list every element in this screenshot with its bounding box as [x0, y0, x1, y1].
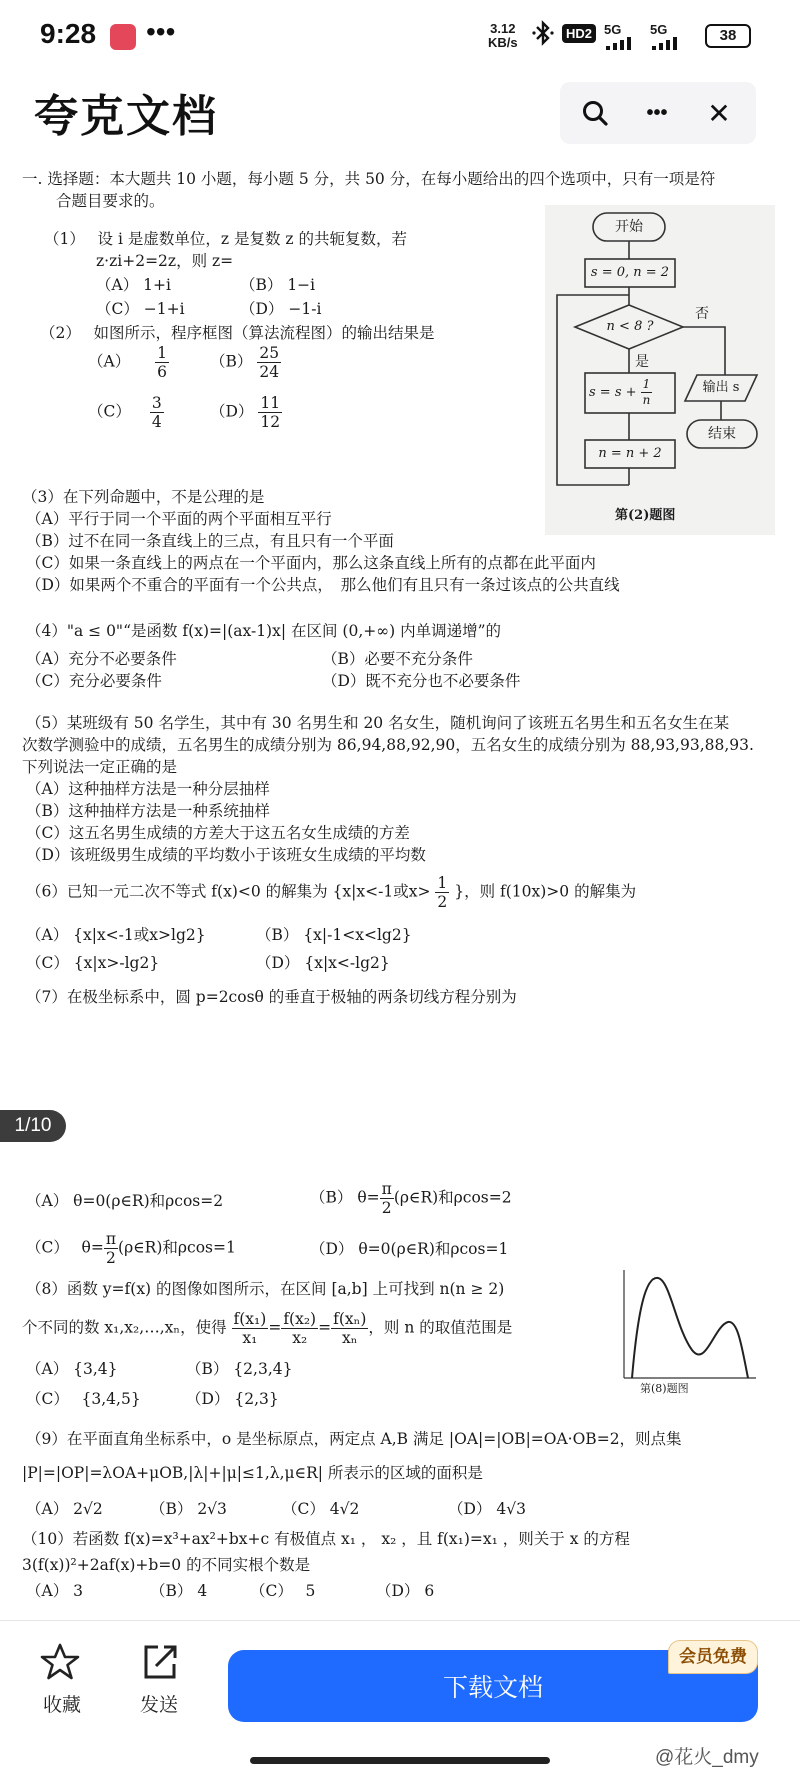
q5-option-d: （D）该班级男生成绩的平均数小于该班女生成绩的平均数: [26, 846, 426, 864]
status-time: 9:28: [40, 18, 97, 49]
q6-stem: （6）已知一元二次不等式 f(x)<0 的解集为 {x|x<-1或x> $\frac{1}{2}$ }，则 f(10x)>0 的解集为: [26, 874, 637, 911]
battery-indicator: 38: [705, 24, 751, 48]
q9-option-a: （A） 2√2: [26, 1500, 103, 1518]
star-icon[interactable]: [40, 1642, 80, 1682]
q1-option-a: （A） 1+i: [96, 276, 171, 294]
flowchart-end: 结束: [708, 426, 736, 442]
more-notifications-icon: •••: [146, 16, 176, 47]
flowchart-start: 开始: [615, 219, 643, 235]
q1-line2: z·zi+2=2z，则 z=: [96, 252, 234, 270]
vip-free-badge: 会员免费: [668, 1640, 758, 1674]
flowchart-update-n: n = n + 2: [598, 446, 662, 461]
hd-voice-badge: HD2: [562, 24, 596, 43]
q10-option-b: （B） 4: [150, 1582, 208, 1600]
app-title: 夸克文档: [34, 92, 218, 141]
q4-stem: （4）"a ≤ 0"“是函数 f(x)=|(ax-1)x| 在区间 (0,+∞) 内单调递增”的: [26, 622, 502, 640]
q10-line2: 3(f(x))²+2af(x)+b=0 的不同实根个数是: [22, 1556, 311, 1574]
q6-option-d: （D） {x|x<-lg2}: [256, 954, 390, 972]
q3-option-a: （A）平行于同一个平面的两个平面相互平行: [26, 510, 332, 528]
close-icon[interactable]: ✕: [707, 97, 731, 129]
q6-option-a: （A） {x|x<-1或x>lg2}: [26, 926, 206, 944]
q9-option-d: （D） 4√3: [448, 1500, 526, 1518]
q5-option-a: （A）这种抽样方法是一种分层抽样: [26, 780, 270, 798]
q8-line1: （8）函数 y=f(x) 的图像如图所示，在区间 [a,b] 上可找到 n(n ≥ 2): [26, 1280, 505, 1298]
q2-stem: （2） 如图所示，程序框图（算法流程图）的输出结果是: [40, 324, 435, 342]
bluetooth-icon: [532, 20, 554, 53]
flowchart-no-label: 否: [695, 306, 709, 322]
flowchart-figure: [545, 205, 775, 535]
q7-stem: （7）在极坐标系中，圆 p=2cosθ 的垂直于极轴的两条切线方程分别为: [26, 988, 517, 1006]
flowchart-output: 输出 s: [702, 380, 740, 395]
q9-line1: （9）在平面直角坐标系中，o 是坐标原点，两定点 A,B 满足 |OA|=|OB|=OA·OB=2，则点集: [26, 1430, 682, 1448]
download-document-button[interactable]: 下载文档: [228, 1650, 758, 1722]
q3-stem: （3）在下列命题中，不是公理的是: [22, 488, 265, 506]
signal-label-1: 5G: [604, 22, 622, 37]
q1-option-c: （C） −1+i: [96, 300, 185, 318]
function-graph-figure: [610, 1268, 760, 1398]
q9-option-c: （C） 4√2: [282, 1500, 360, 1518]
section-title-cont: 合题目要求的。: [56, 192, 165, 210]
q4-option-a: （A）充分不必要条件: [26, 650, 177, 668]
flowchart-update-s: s = s + $\frac{1}{n}$: [589, 377, 651, 407]
q7-option-b: （B） θ= $\frac{\pi}{2}$ (ρ∈R)和ρcos=2: [310, 1180, 512, 1217]
q3-option-b: （B）过不在同一条直线上的三点，有且只有一个平面: [26, 532, 394, 550]
q7-option-d: （D） θ=0(ρ∈R)和ρcos=1: [310, 1240, 509, 1258]
q4-option-b: （B）必要不充分条件: [322, 650, 473, 668]
q8-option-c: （C） {3,4,5}: [26, 1390, 141, 1408]
more-icon[interactable]: •••: [646, 101, 668, 124]
page-indicator: 1/10: [0, 1110, 66, 1142]
q10-option-a: （A） 3: [26, 1582, 83, 1600]
header-actions: [560, 82, 756, 144]
q10-option-c: （C） 5: [250, 1582, 316, 1600]
section-title: 一. 选择题：本大题共 10 小题，每小题 5 分，共 50 分，在每小题给出的四个选项中，只有一项是符: [22, 170, 716, 188]
q3-option-c: （C）如果一条直线上的两点在一个平面内，那么这条直线上所有的点都在此平面内: [26, 554, 596, 572]
q10-line1: （10）若函数 f(x)=x³+ax²+bx+c 有极值点 x₁ ， x₂ ，且 f(x₁)=x₁ ，则关于 x 的方程: [22, 1530, 630, 1548]
q10-option-d: （D） 6: [376, 1582, 435, 1600]
q5-option-b: （B）这种抽样方法是一种系统抽样: [26, 802, 270, 820]
signal-bars-icon: [604, 36, 640, 55]
q7-option-c: （C） θ= $\frac{\pi}{2}$ (ρ∈R)和ρcos=1: [26, 1230, 236, 1267]
q8-option-b: （B） {2,3,4}: [186, 1360, 293, 1378]
home-indicator[interactable]: [250, 1757, 550, 1764]
q8-option-d: （D） {2,3}: [186, 1390, 279, 1408]
q5-option-c: （C）这五名男生成绩的方差大于这五名女生成绩的方差: [26, 824, 410, 842]
watermark: @花火_dmy: [655, 1747, 759, 1768]
q9-option-b: （B） 2√3: [150, 1500, 227, 1518]
status-bar: [0, 0, 800, 70]
q6-option-b: （B） {x|-1<x<lg2}: [256, 926, 412, 944]
q4-option-c: （C）充分必要条件: [26, 672, 162, 690]
q1-option-d: （D） −1-i: [240, 300, 322, 318]
q8-option-a: （A） {3,4}: [26, 1360, 118, 1378]
q5-line1: （5）某班级有 50 名学生，其中有 30 名男生和 20 名女生，随机询问了该班五名男生和五名女生在某: [26, 714, 730, 732]
q1-option-b: （B） 1−i: [240, 276, 316, 294]
network-speed: 3.12 KB/s: [488, 21, 518, 50]
q9-line2: |P|=|OP|=λOA+μOB,|λ|+|μ|≤1,λ,μ∈R| 所表示的区域的面积是: [22, 1464, 483, 1482]
q6-option-c: （C） {x|x>-lg2}: [26, 954, 160, 972]
app-notification-icon: [110, 24, 136, 50]
q3-option-d: （D）如果两个不重合的平面有一个公共点， 那么他们有且只有一条过该点的公共直线: [26, 576, 620, 594]
q8-line2: 个不同的数 x₁,x₂,…,xₙ，使得 $\frac{\text{f(x₁)}}{\text{x₁}}$ = $\frac{\text{f(x₂)}}{\text{x₂}}$ = $\frac{\text{f(xₙ)}}{\text{xₙ}}$ ，则 n 的取值范围是: [22, 1310, 513, 1347]
q2-option-c: （C） $\frac{3}{4}$: [88, 394, 162, 431]
q4-option-d: （D）既不充分也不必要条件: [322, 672, 521, 690]
q5-line3: 下列说法一定正确的是: [22, 758, 178, 776]
q7-option-a: （A） θ=0(ρ∈R)和ρcos=2: [26, 1192, 224, 1210]
flowchart-condition: n < 8 ?: [606, 319, 654, 334]
q1-line1: （1） 设 i 是虚数单位，z 是复数 z 的共轭复数，若: [44, 230, 407, 248]
favorite-label[interactable]: 收藏: [43, 1695, 82, 1716]
flowchart-yes-label: 是: [635, 354, 649, 370]
signal-bars-icon: [650, 36, 686, 55]
flowchart-init: s = 0, n = 2: [590, 265, 670, 280]
q2-option-b: （B） $\frac{25}{24}$: [210, 344, 280, 381]
q2-option-d: （D） $\frac{11}{12}$: [210, 394, 281, 431]
q2-option-a: （A） $\frac{1}{6}$: [88, 344, 168, 381]
q5-line2: 次数学测验中的成绩，五名男生的成绩分别为 86,94,88,92,90，五名女生的成绩分别为 88,93,93,88,93.: [22, 736, 754, 754]
search-icon[interactable]: [572, 90, 618, 136]
share-icon[interactable]: [140, 1642, 180, 1682]
flowchart-caption: 第(2)题图: [615, 508, 676, 523]
send-label[interactable]: 发送: [140, 1695, 179, 1716]
signal-label-2: 5G: [650, 22, 668, 37]
graph-caption: 第(8)题图: [640, 1382, 689, 1395]
